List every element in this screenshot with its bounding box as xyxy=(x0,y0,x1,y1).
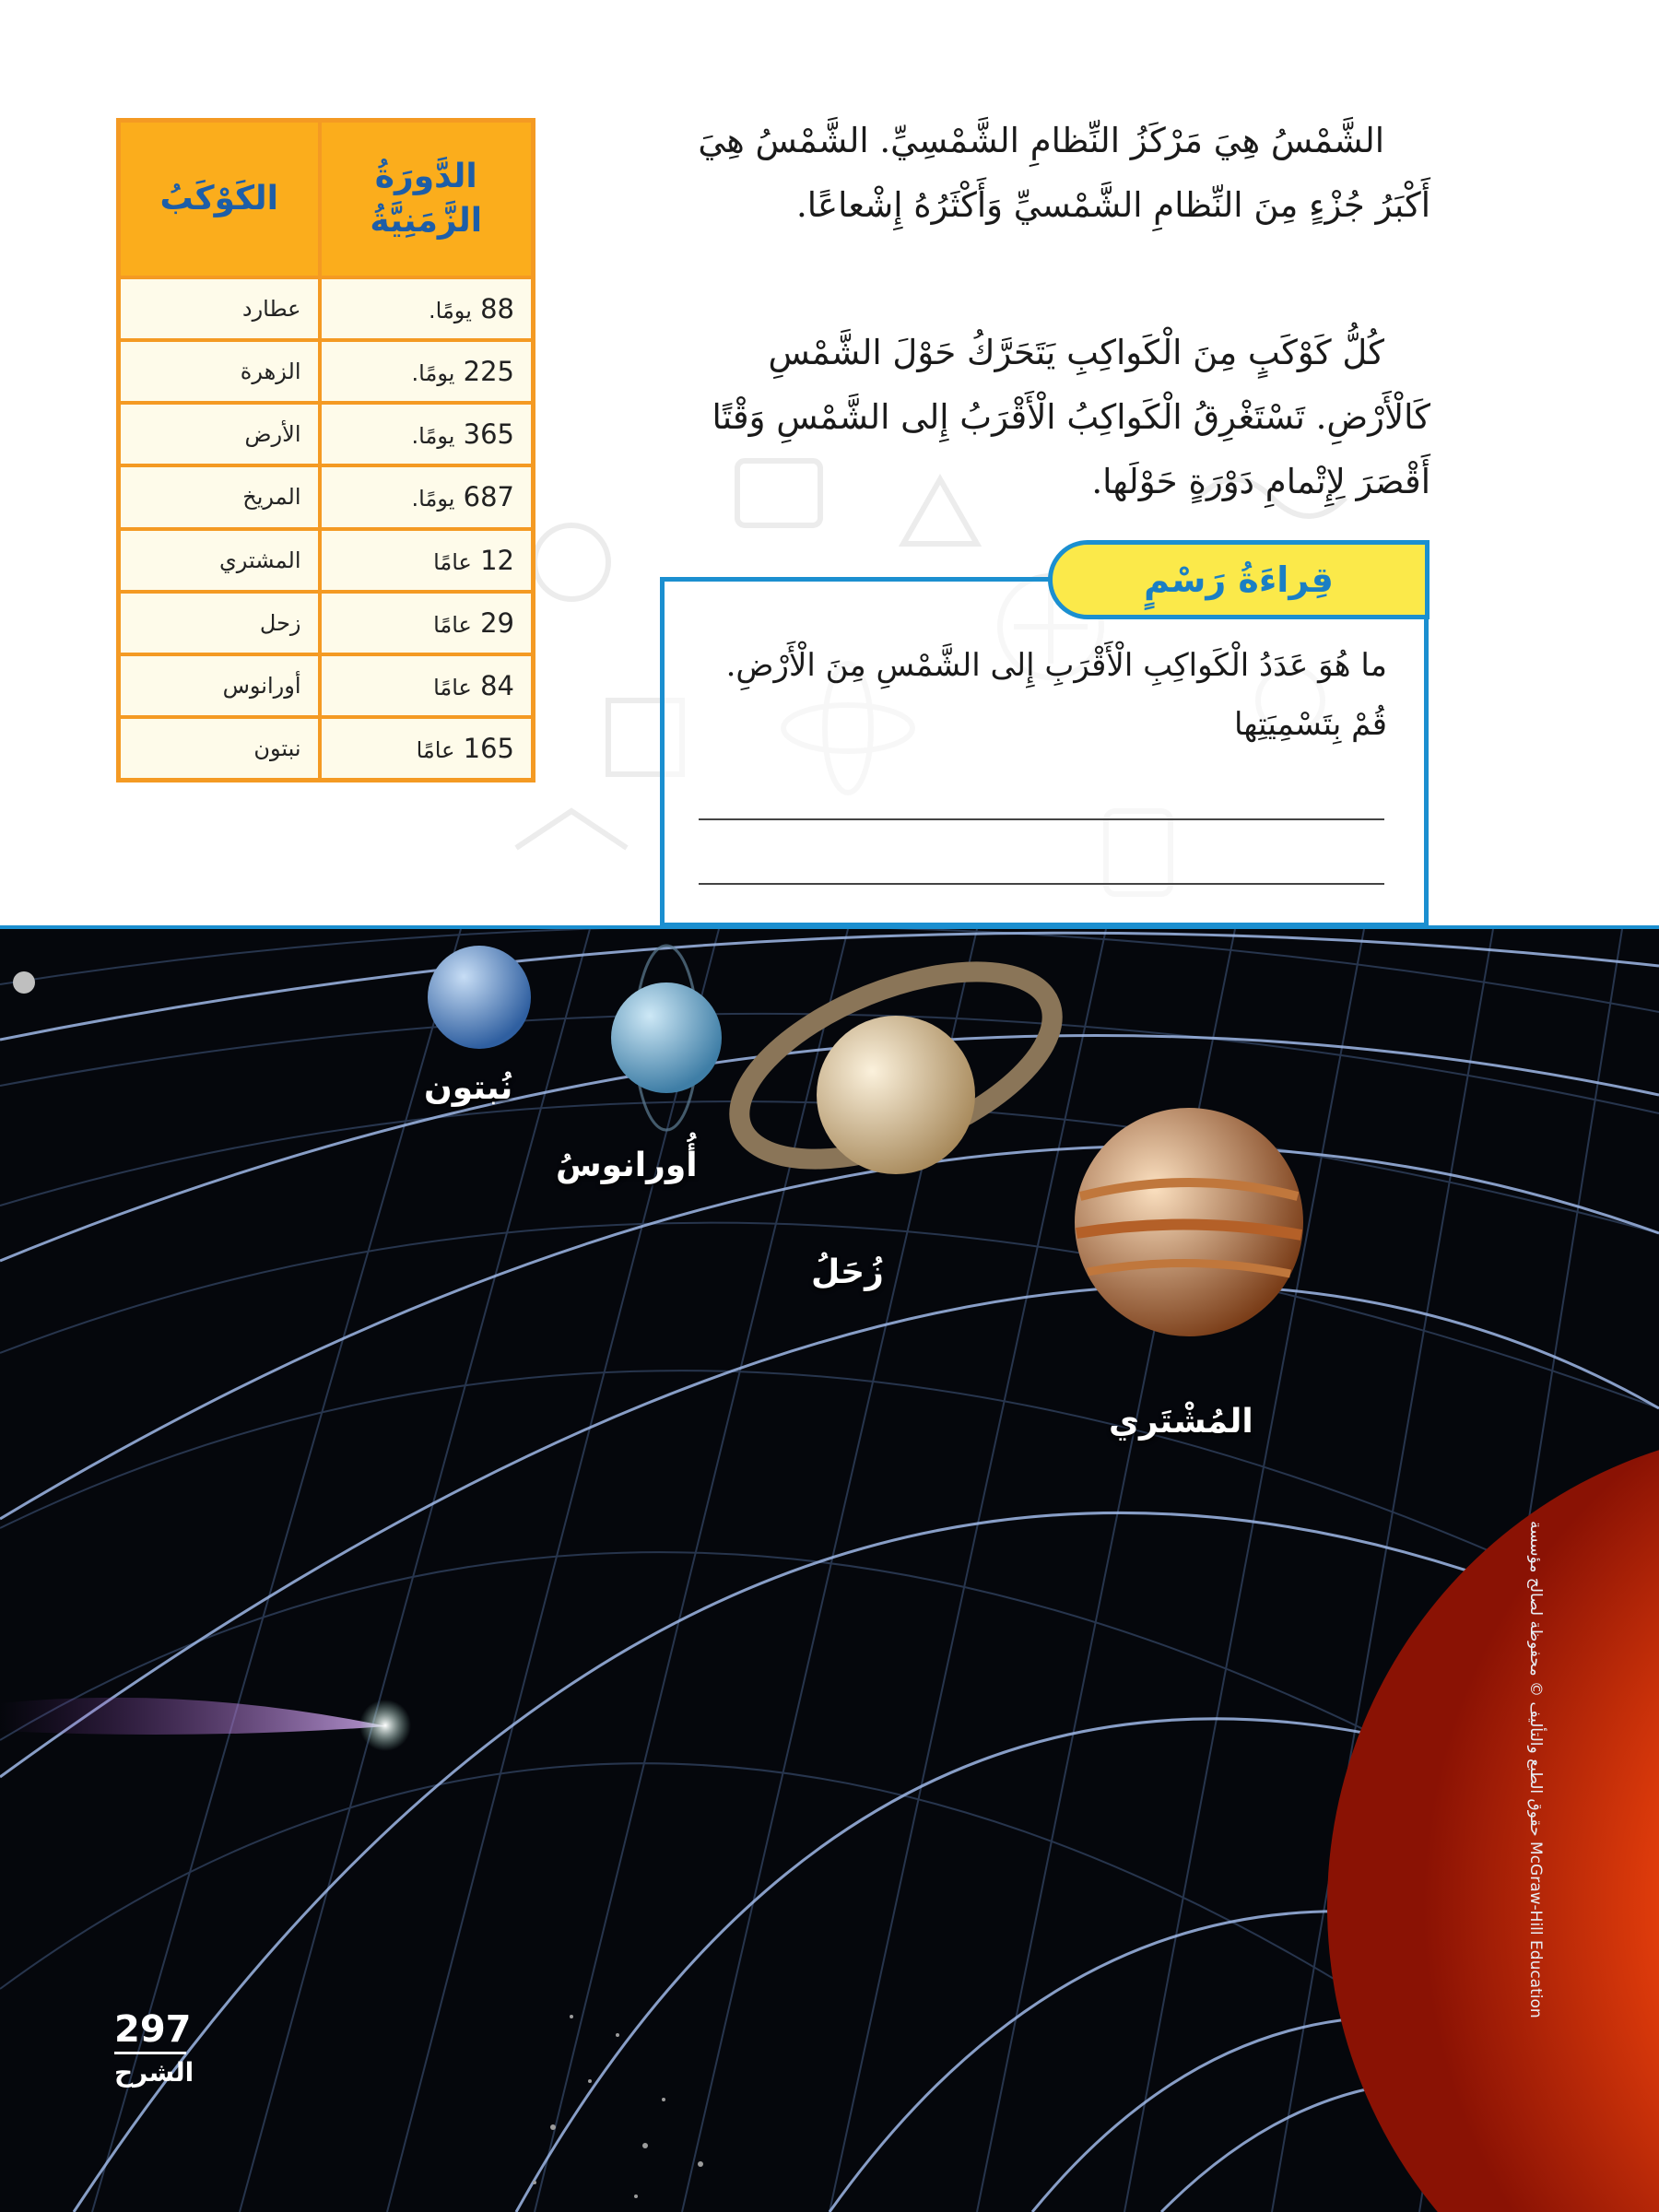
period-unit: يومًا. xyxy=(411,423,455,450)
read-diagram-question: ما هُوَ عَدَدُ الْكَواكِبِ الْأَقْرَبِ إِلى الشَّمْسِ مِنَ الْأَرْضِ. قُمْ بِتَسْمِيَتِها xyxy=(725,647,1387,743)
period-unit: عامًا xyxy=(433,675,472,701)
label-saturn: زُحَلُ xyxy=(811,1253,884,1291)
saturn xyxy=(713,934,1077,1198)
period-cell xyxy=(320,717,534,780)
period-value: 29 xyxy=(480,606,514,639)
period-value: 365 xyxy=(463,418,514,451)
page-number: 297 xyxy=(114,2008,192,2051)
label-uranus: أُورانوسُ xyxy=(556,1147,698,1184)
table-header-row xyxy=(119,121,534,277)
jupiter xyxy=(1075,1108,1303,1336)
planet-cell: أورانوس xyxy=(119,654,320,717)
period-cell xyxy=(320,654,534,717)
planet-cell: الزهرة xyxy=(119,340,320,403)
answer-line-1[interactable] xyxy=(699,818,1384,820)
period-value: 165 xyxy=(463,733,514,765)
read-diagram-title: قِراءَةُ رَسْمٍ xyxy=(1048,540,1430,619)
table-row xyxy=(119,654,534,717)
period-unit: عامًا xyxy=(433,548,472,575)
table-row xyxy=(119,465,534,528)
page-number-rule xyxy=(114,2052,186,2054)
header-period: الدَّورَةُ الزَّمَنِيَّةُ xyxy=(320,121,534,277)
period-value: 225 xyxy=(463,355,514,387)
copyright-credit: حقوق الطبع والتأليف © محفوظة لصالح مؤسسة McGraw-Hill Education xyxy=(1526,1521,1545,2018)
orbital-period-table xyxy=(116,118,535,782)
table-row xyxy=(119,403,534,465)
period-unit: عامًا xyxy=(433,611,472,638)
table-row xyxy=(119,340,534,403)
planet-cell: عطارد xyxy=(119,277,320,340)
period-cell xyxy=(320,465,534,528)
table-row xyxy=(119,277,534,340)
table-row xyxy=(119,717,534,780)
period-cell xyxy=(320,403,534,465)
period-unit: يومًا. xyxy=(429,297,472,324)
planet-cell: المريخ xyxy=(119,465,320,528)
period-cell xyxy=(320,277,534,340)
small-body xyxy=(13,971,35,994)
header-planet: الكَوْكَبُ xyxy=(119,121,320,277)
period-unit: يومًا. xyxy=(411,359,455,386)
period-cell xyxy=(320,592,534,654)
period-cell xyxy=(320,340,534,403)
planet-cell: نبتون xyxy=(119,717,320,780)
label-neptune: نُبتون xyxy=(424,1069,513,1107)
solar-system-image xyxy=(0,929,1659,2212)
table-row xyxy=(119,529,534,592)
answer-line-2[interactable] xyxy=(699,883,1384,885)
comet xyxy=(0,1698,411,1751)
planet-cell: المشتري xyxy=(119,529,320,592)
period-unit: يومًا. xyxy=(411,486,455,512)
period-unit: عامًا xyxy=(416,737,455,764)
paragraph-planets: كُلُّ كَوْكَبٍ مِنَ الْكَواكِبِ يَتَحَرَّكُ حَوْلَ الشَّمْسِ كَالْأَرْضِ. تَسْتَغْرِقُ الْكَواكِبُ الْأَقْرَبُ إِلى الشَّمْسِ وَقْتًا أَقْصَرَ لِإِتْمامِ دَوْرَةٍ حَوْلَها. xyxy=(712,333,1430,501)
neptune xyxy=(428,946,531,1049)
section-label: الشرح xyxy=(114,2057,194,2088)
period-cell xyxy=(320,529,534,592)
paragraph-sun: الشَّمْسُ هِيَ مَرْكَزُ النِّظامِ الشَّمْسِيِّ. الشَّمْسُ هِيَ أَكْبَرُ جُزْءٍ مِنَ النِّظامِ الشَّمْسيِّ وَأَكْثَرُهُ إِشْعاعًا. xyxy=(698,121,1430,225)
label-jupiter: المُشْتَري xyxy=(1109,1403,1253,1441)
planet-cell: الأرض xyxy=(119,403,320,465)
solar-system-illustration xyxy=(0,929,1659,2212)
period-value: 88 xyxy=(480,292,514,324)
period-value: 687 xyxy=(463,481,514,513)
table-row xyxy=(119,592,534,654)
period-value: 84 xyxy=(480,670,514,702)
planet-cell: زحل xyxy=(119,592,320,654)
period-value: 12 xyxy=(480,544,514,576)
